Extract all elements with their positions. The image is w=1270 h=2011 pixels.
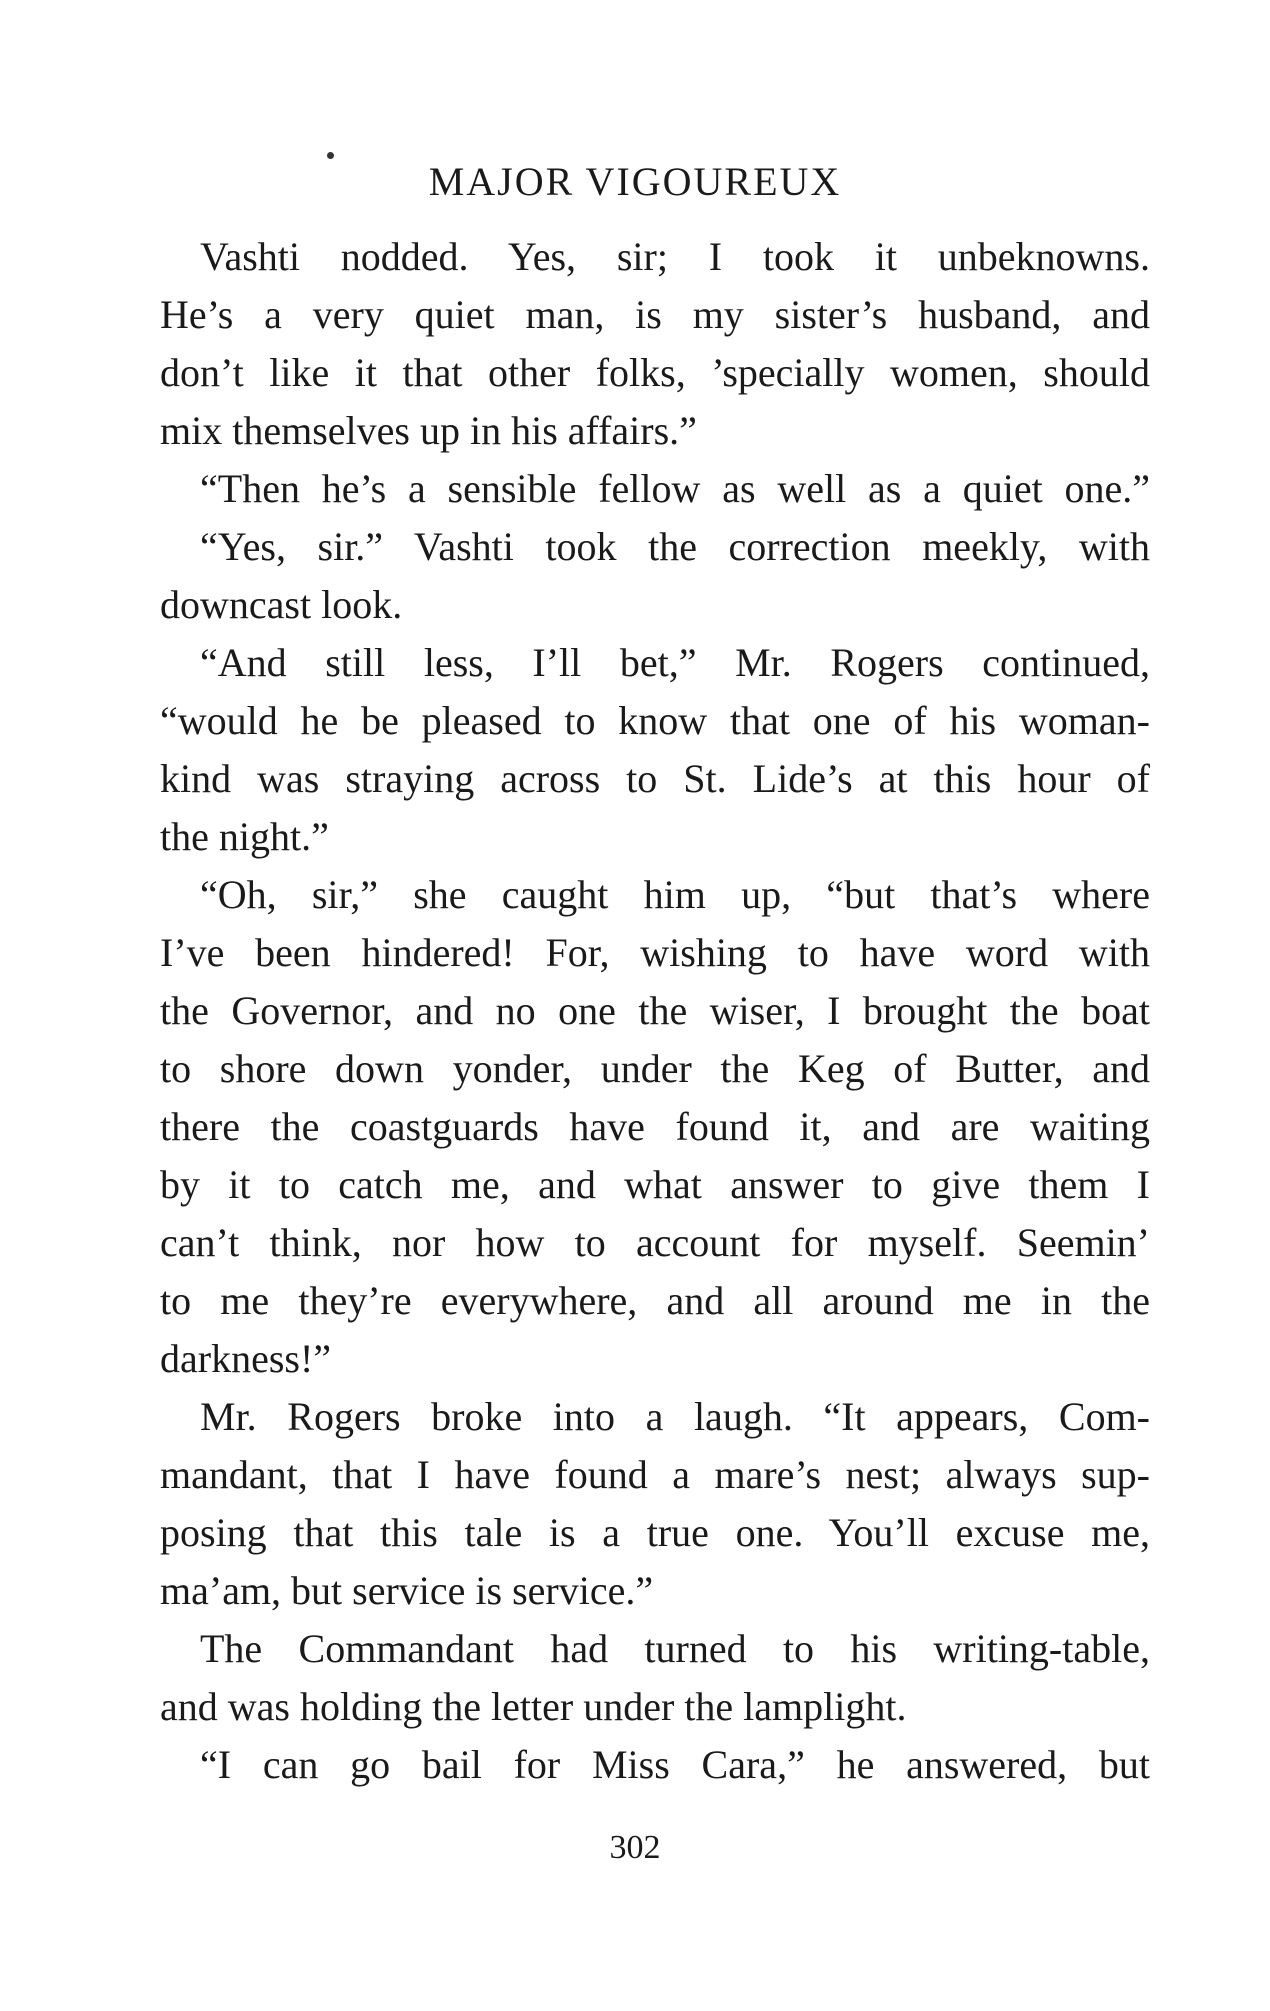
text-line: to shore down yonder, under the Keg of Butter, and [160, 1046, 1150, 1091]
running-head: MAJOR VIGOUREUX [428, 159, 842, 204]
text-line: to me they’re everywhere, and all around me in the [160, 1278, 1150, 1323]
text-line: can’t think, nor how to account for myself. Seemin’ [160, 1220, 1150, 1265]
text-line: kind was straying across to St. Lide’s at this hour of [160, 756, 1150, 801]
text-line: posing that this tale is a true one. You’ll excuse me, [160, 1510, 1150, 1555]
body-text [160, 228, 1150, 1794]
text-line: “would he be pleased to know that one of his woman- [160, 698, 1150, 743]
text-line: I’ve been hindered! For, wishing to have word with [160, 930, 1150, 975]
text-line: mix themselves up in his affairs.” [160, 408, 697, 453]
text-line: and was holding the letter under the lamplight. [160, 1684, 907, 1729]
text-line: The Commandant had turned to his writing-table, [200, 1626, 1150, 1671]
text-line: “Oh, sir,” she caught him up, “but that’s where [200, 872, 1150, 917]
text-line: Mr. Rogers broke into a laugh. “It appears, Com- [200, 1394, 1150, 1439]
text-line: darkness!” [160, 1336, 332, 1381]
page-number: 302 [609, 1829, 661, 1866]
text-line: “Then he’s a sensible fellow as well as a quiet one.” [200, 466, 1150, 511]
text-line: there the coastguards have found it, and are waiting [160, 1104, 1150, 1149]
text-line: “I can go bail for Miss Cara,” he answered, but [200, 1742, 1150, 1787]
text-line: by it to catch me, and what answer to give them I [160, 1162, 1150, 1207]
text-line: downcast look. [160, 582, 403, 627]
text-line: Vashti nodded. Yes, sir; I took it unbeknowns. [200, 234, 1150, 279]
text-line: mandant, that I have found a mare’s nest; always sup- [160, 1452, 1150, 1497]
text-line: the Governor, and no one the wiser, I brought the boat [160, 988, 1150, 1033]
text-line: He’s a very quiet man, is my sister’s husband, and [160, 292, 1150, 337]
text-line: don’t like it that other folks, ’specially women, should [160, 350, 1150, 395]
text-line: the night.” [160, 814, 329, 859]
text-line: ma’am, but service is service.” [160, 1568, 654, 1613]
text-line: “Yes, sir.” Vashti took the correction meekly, with [200, 524, 1150, 569]
text-line: “And still less, I’ll bet,” Mr. Rogers continued, [200, 640, 1150, 685]
